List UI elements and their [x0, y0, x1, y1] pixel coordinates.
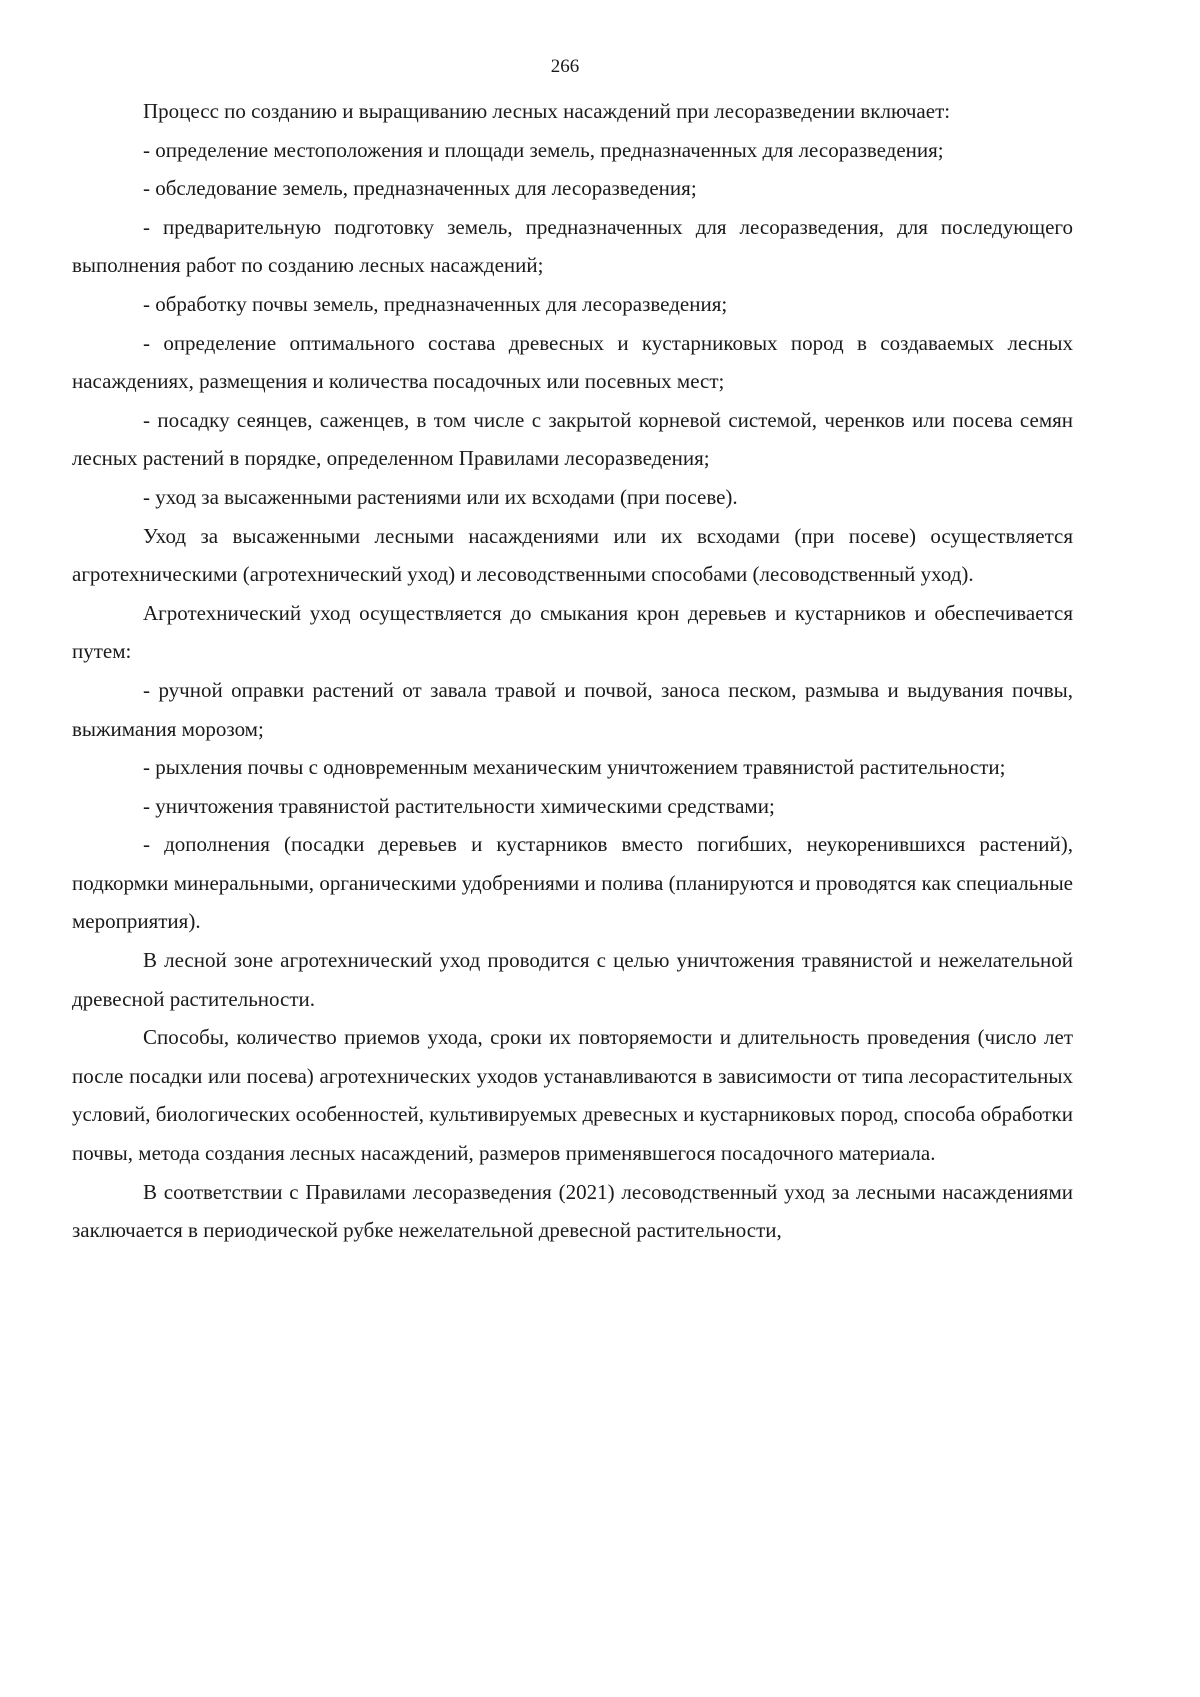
list-item-loosening: - рыхления почвы с одновременным механическим уничтожением травянистой растительности;	[143, 755, 1006, 780]
paragraph-silvicultural-care: В соответствии с Правилами лесоразведения (2021) лесоводственный уход за лесными насаждениями заключается в периодической рубке нежелательной древесной растительности,	[72, 1179, 1073, 1243]
list-item-care: - уход за высаженными растениями или их всходами (при посеве).	[143, 484, 738, 509]
list-item-species-composition: - определение оптимального состава древесных и кустарниковых пород в создаваемых лесных насаждениях, размещения и количества посадочных или посевных мест;	[72, 330, 1073, 394]
paragraph-agrotechnical-care: Агротехнический уход осуществляется до смыкания крон деревьев и кустарников и обеспечивается путем:	[72, 600, 1073, 664]
paragraph-care-parameters: Способы, количество приемов ухода, сроки их повторяемости и длительность проведения (число лет после посадки или посева) агротехнических уходов устанавливаются в зависимости от типа лесорастительных условий, биологических особенностей, культивируемых древесных и кустарниковых пород, способа обработки почвы, метода создания лесных насаждений, размеров применявшегося посадочного материала.	[72, 1025, 1073, 1166]
list-item-planting: - посадку сеянцев, саженцев, в том числе с закрытой корневой системой, черенков или посева семян лесных растений в порядке, определенном Правилами лесоразведения;	[72, 407, 1073, 471]
list-item-supplementation: - дополнения (посадки деревьев и кустарников вместо погибших, неукоренившихся растений), подкормки минеральными, органическими удобрениями и полива (планируются и проводятся как специальные мероприятия).	[72, 832, 1073, 934]
list-item-preparation: - предварительную подготовку земель, предназначенных для лесоразведения, для последующего выполнения работ по созданию лесных насаждений;	[72, 214, 1073, 278]
paragraph-care-methods: Уход за высаженными лесными насаждениями или их всходами (при посеве) осуществляется агротехническими (агротехнический уход) и лесоводственными способами (лесоводственный уход).	[72, 523, 1073, 587]
list-item-manual-correction: - ручной оправки растений от завала травой и почвой, заноса песком, размыва и выдувания почвы, выжимания морозом;	[72, 677, 1073, 741]
paragraph-forest-zone: В лесной зоне агротехнический уход проводится с целью уничтожения травянистой и нежелательной древесной растительности.	[72, 948, 1073, 1011]
list-item-soil-treatment: - обработку почвы земель, предназначенных для лесоразведения;	[143, 291, 728, 316]
list-item-location: - определение местоположения и площади земель, предназначенных для лесоразведения;	[143, 137, 944, 162]
body-text	[72, 92, 1073, 1250]
page-number: 266	[550, 56, 580, 77]
paragraph-process-intro: Процесс по созданию и выращиванию лесных насаждений при лесоразведении включает:	[143, 99, 951, 123]
list-item-chemical-control: - уничтожения травянистой растительности химическими средствами;	[143, 793, 775, 818]
list-item-survey: - обследование земель, предназначенных для лесоразведения;	[143, 176, 697, 201]
